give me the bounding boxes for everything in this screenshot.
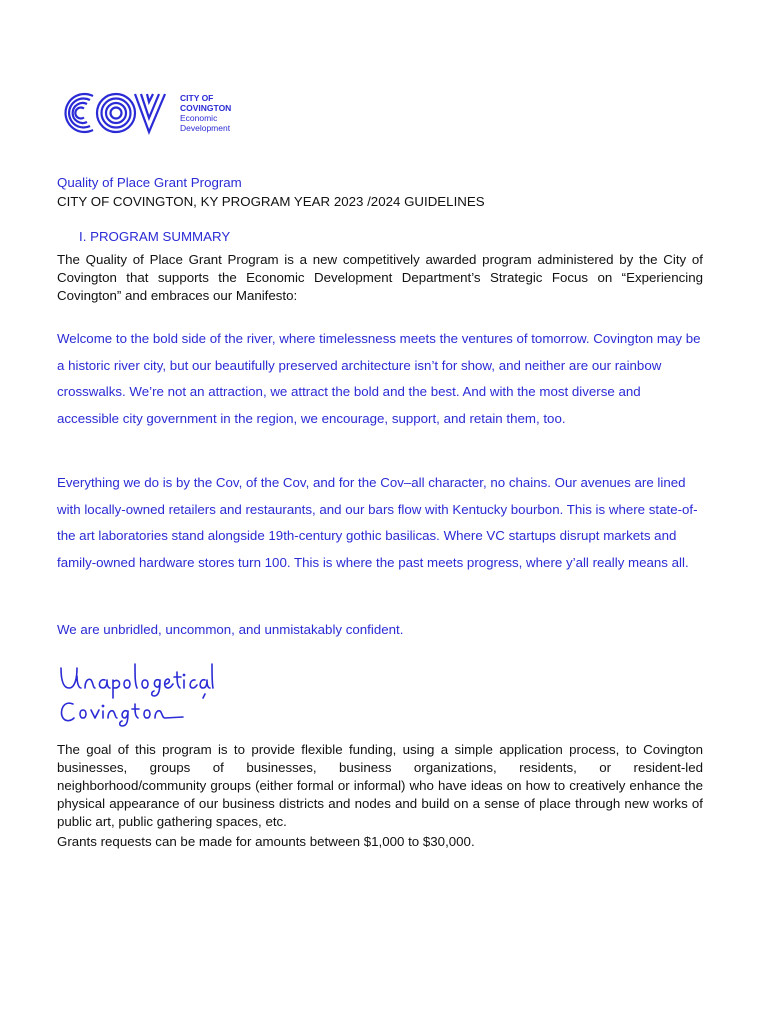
logo-line-3: Economic <box>180 113 218 123</box>
program-title: Quality of Place Grant Program <box>57 175 242 190</box>
section-heading: I. PROGRAM SUMMARY <box>79 229 231 244</box>
signature-image <box>55 658 215 728</box>
grants-amount-text: Grants requests can be made for amounts between $1,000 to $30,000. <box>57 834 475 849</box>
logo-line-4: Development <box>180 123 231 133</box>
manifesto-signature <box>55 658 215 728</box>
logo-line-2: COVINGTON <box>180 103 232 113</box>
manifesto-paragraph-1: Welcome to the bold side of the river, where timelessness meets the ventures of tomorrow. Covington may be a historic river city, but our beautifully preserved architecture isn’t for show, and neither are our rainbow crosswalks. We’re not an attraction, we attract the bold and the best. And with the most diverse and accessible city government in the region, we encourage, support, and retain them, too. <box>57 331 701 427</box>
logo-wordmark <box>180 93 231 133</box>
cov-logo <box>60 88 250 146</box>
goal-paragraph: The goal of this program is to provide flexible funding, using a simple application process, to Covington businesses, groups of businesses, business organizations, residents, or resident-led neighborhood/community groups (either formal or informal) who have ideas on how to creatively enhance the physical appearance of our business districts and nodes and build on a sense of place through new works of public art, public gathering spaces, etc. <box>57 742 703 829</box>
cov-logo-icon <box>60 88 178 138</box>
guidelines-title: CITY OF COVINGTON, KY PROGRAM YEAR 2023 /2024 GUIDELINES <box>57 194 485 209</box>
summary-paragraph: The Quality of Place Grant Program is a new competitively awarded program administered by the City of Covington that supports the Economic Development Department’s Strategic Focus on “Experiencing Covington” and embraces our Manifesto: <box>57 252 703 303</box>
manifesto-paragraph-2: Everything we do is by the Cov, of the Cov, and for the Cov–all character, no chains. Our avenues are lined with locally-owned retailers and restaurants, and our bars flow with Kentucky bourbon. This is where state-of-the art laboratories stand alongside 19th-century gothic basilicas. Where VC startups disrupt markets and family-owned hardware stores turn 100. This is where the past meets progress, where y’all really means all. <box>57 475 698 571</box>
logo-line-1: CITY OF <box>180 93 214 103</box>
manifesto-paragraph-3: We are unbridled, uncommon, and unmistakably confident. <box>57 622 404 637</box>
